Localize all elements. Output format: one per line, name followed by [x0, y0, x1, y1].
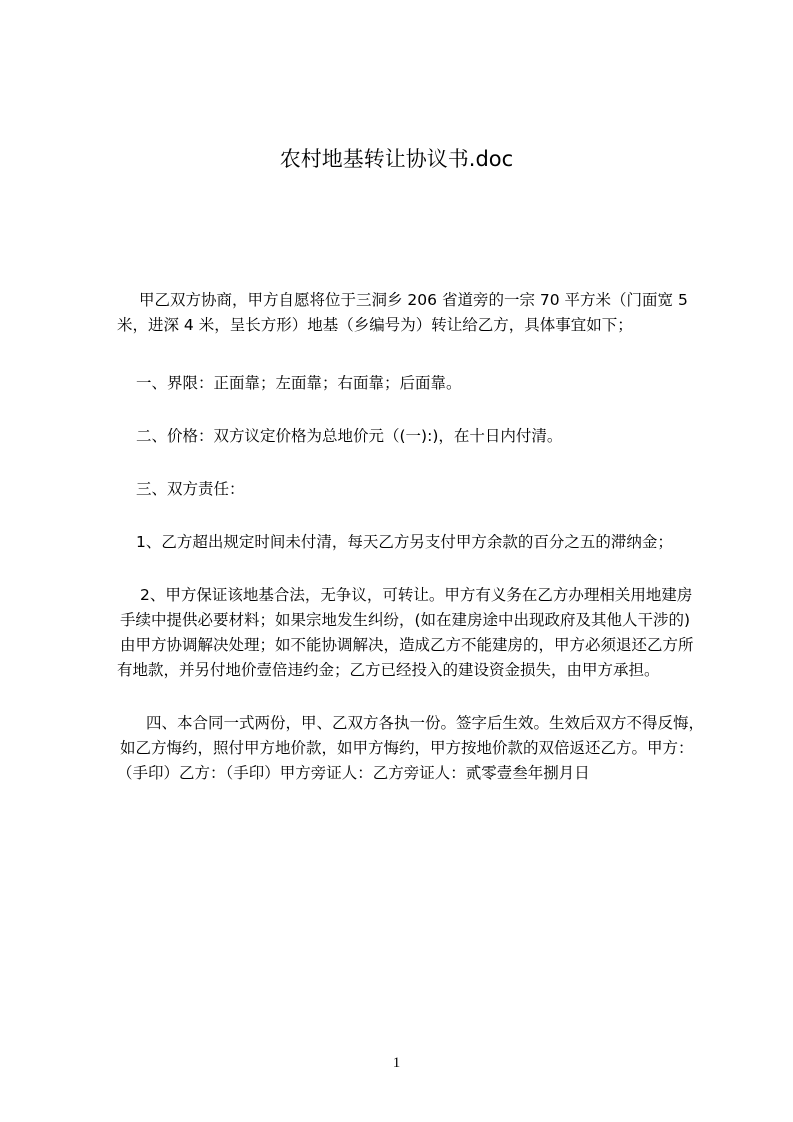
text-line: 四、本合同一式两份，甲、乙双方各执一份。签字后生效。生效后双方不得反悔， — [146, 714, 705, 732]
text-line: 如乙方悔约，照付甲方地价款，如甲方悔约，甲方按地价款的双倍返还乙方。甲方： — [120, 739, 694, 757]
clause-boundaries: 一、界限：正面靠；左面靠；右面靠；后面靠。 — [136, 374, 462, 392]
text-line: 甲乙双方协商，甲方自愿将位于三洞乡 206 省道旁的一宗 70 平方米（门面宽 5 — [139, 291, 688, 309]
text-line: 2、甲方保证该地基合法，无争议，可转让。甲方有义务在乙方办理相关用地建房 — [140, 586, 693, 604]
text-line: 有地款，并另付地价壹倍违约金；乙方已经投入的建设资金损失，由甲方承担。 — [117, 661, 660, 679]
text-line: （手印）乙方：（手印）甲方旁证人：乙方旁证人：贰零壹叁年捌月日 — [117, 764, 590, 782]
clause-responsibilities: 三、双方责任： — [136, 480, 245, 498]
page-number: 1 — [392, 1055, 401, 1071]
clause-price: 二、价格：双方议定价格为总地价元（(一):)，在十日内付清。 — [136, 427, 563, 445]
text-line: 米，进深 4 米，呈长方形）地基（乡编号为）转让给乙方，具体事宜如下； — [117, 316, 633, 334]
clause-item-1: 1、乙方超出规定时间未付清，每天乙方另支付甲方余款的百分之五的滞纳金； — [136, 533, 673, 551]
text-line: 由甲方协调解决处理；如不能协调解决，造成乙方不能建房的，甲方必须退还乙方所 — [120, 636, 694, 654]
text-line: 手续中提供必要材料；如果宗地发生纠纷，(如在建房途中出现政府及其他人干涉的) — [120, 611, 691, 629]
document-title: 农村地基转让协议书.doc — [279, 147, 514, 171]
